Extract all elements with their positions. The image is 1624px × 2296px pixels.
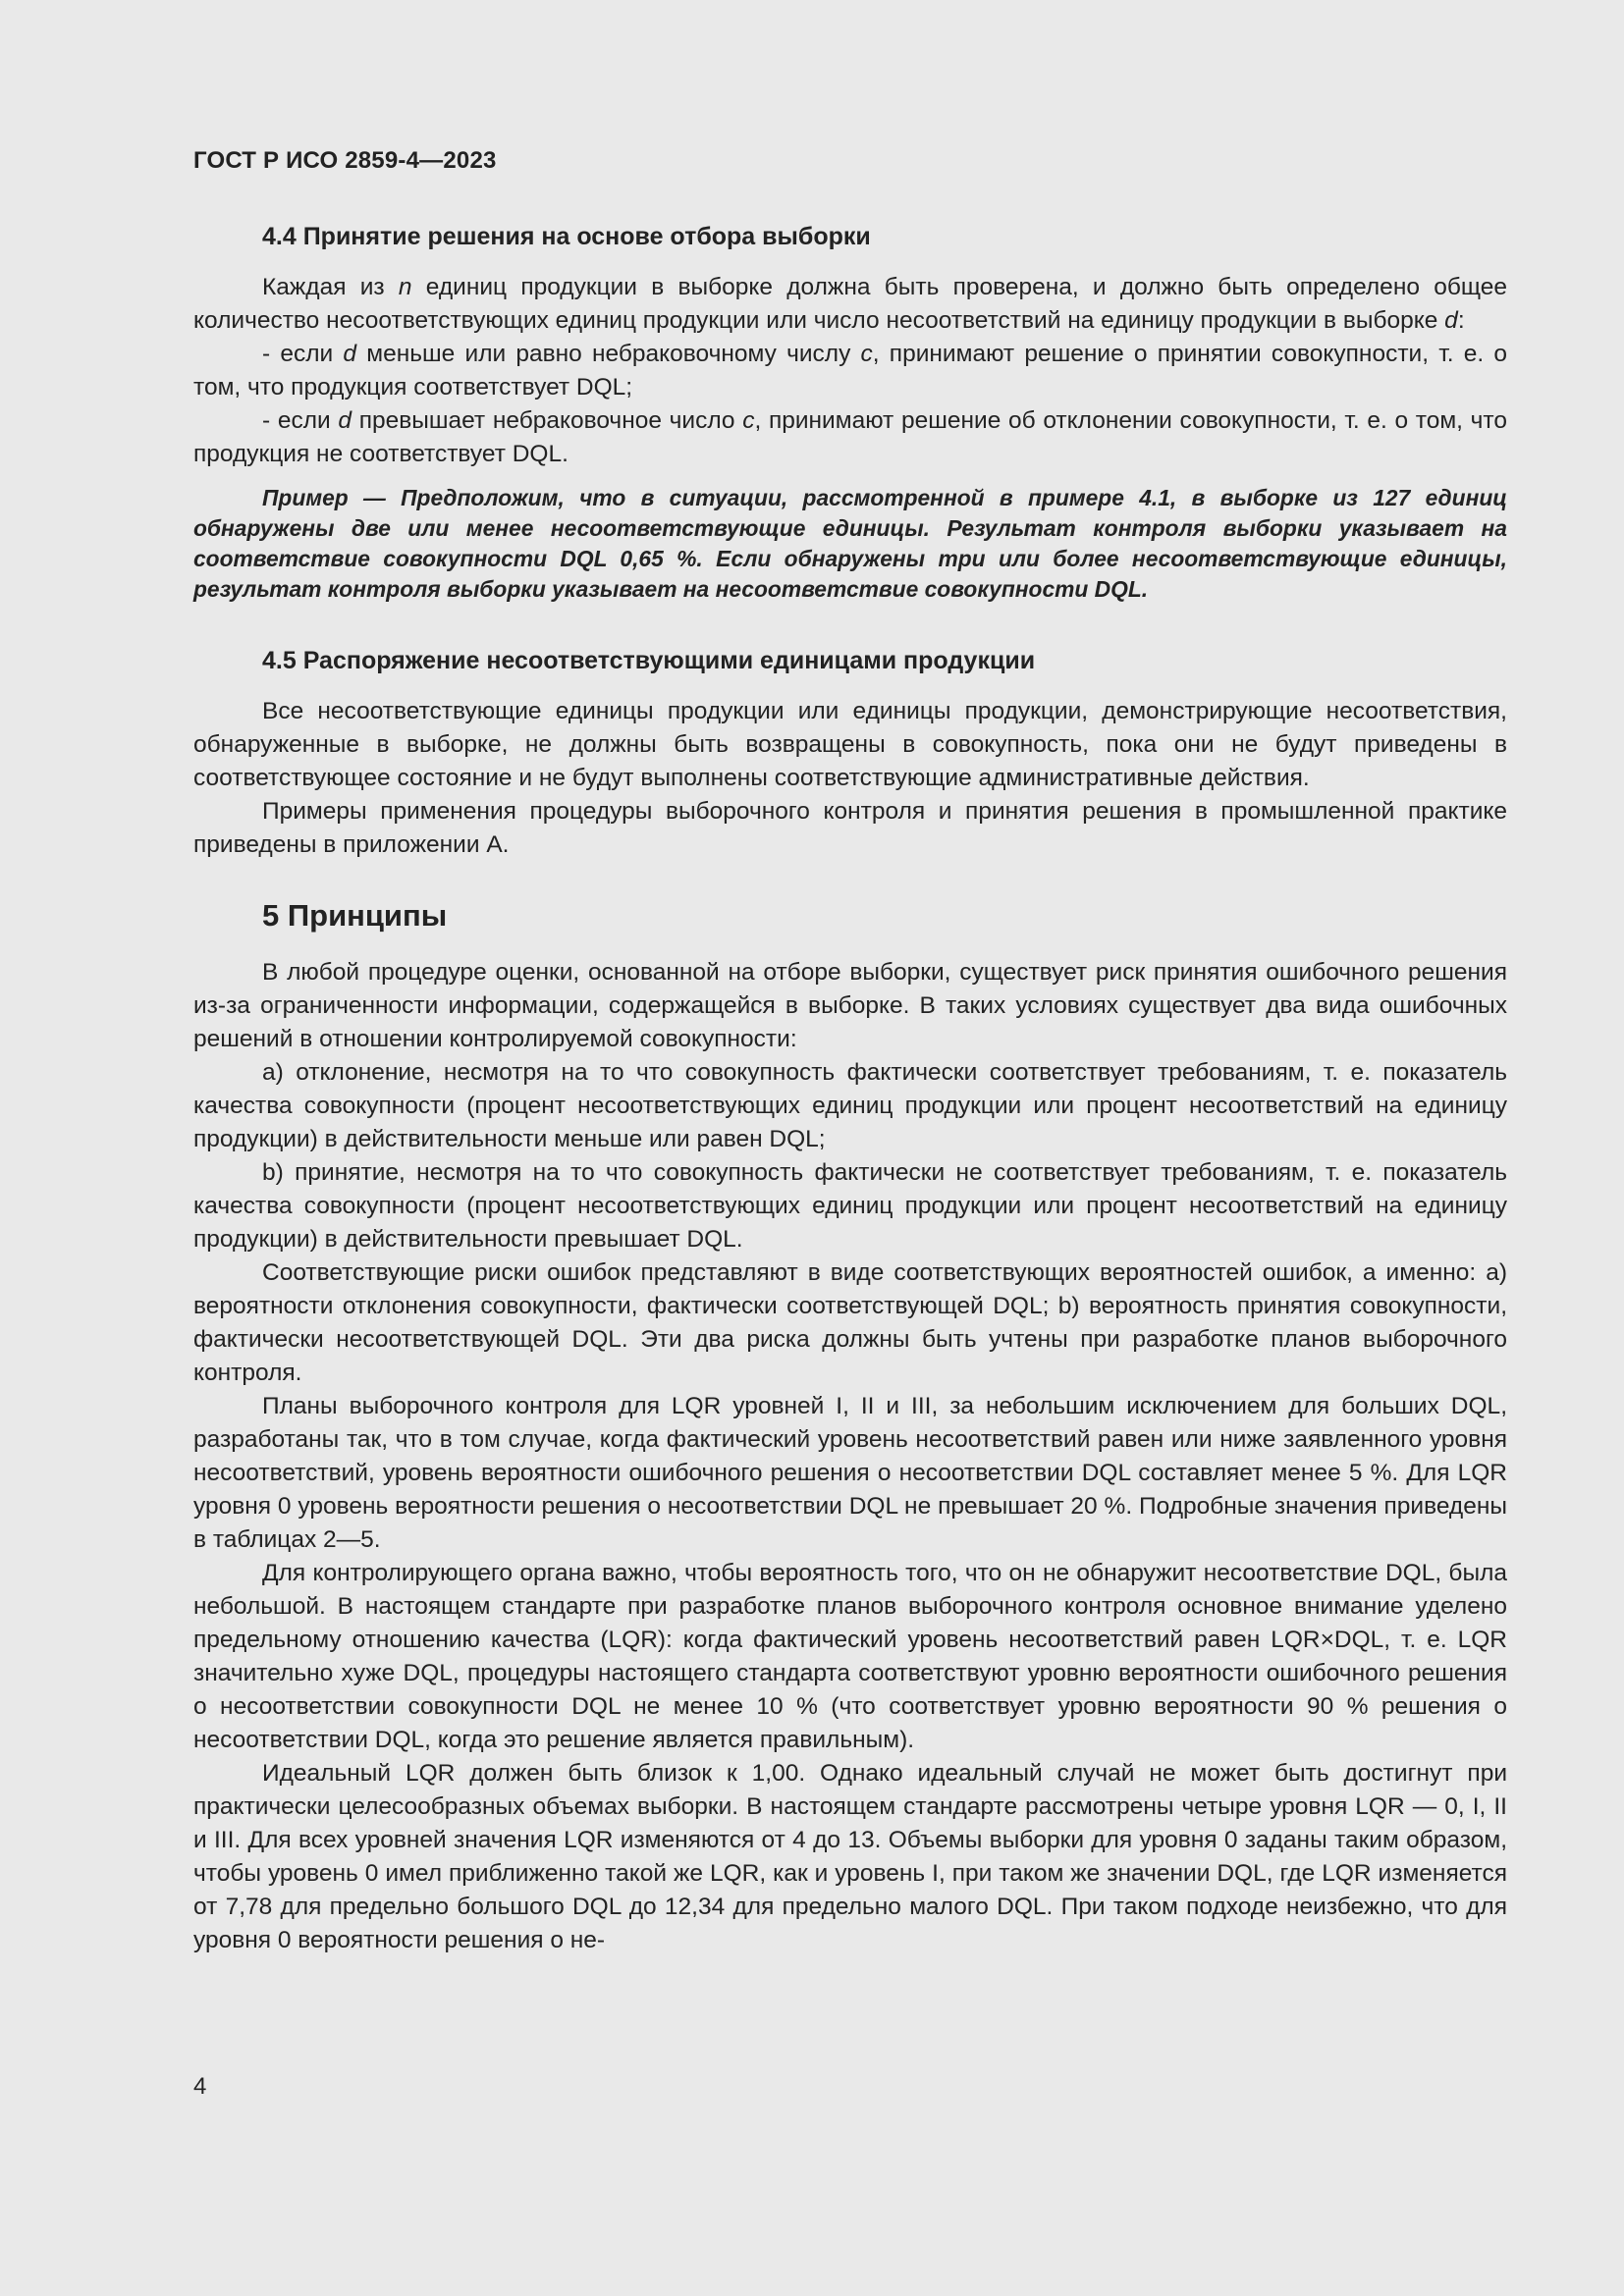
variable-d: d	[1444, 307, 1458, 334]
variable-n: n	[398, 274, 412, 300]
section-5-paragraph: Соответствующие риски ошибок представляют в виде соответствующих вероятностей ошибок, а именно: a) вероятности отклонения совокупности, фактически соответствующей DQL; b) вероятность принятия совокупности, фактически несоответствующей DQL. Эти два риска должны быть учтены при разработке планов выборочного контроля.	[193, 1259, 1507, 1386]
section-5-paragraph: a) отклонение, несмотря на то что совокупность фактически соответствует требованиям, т. е. показатель качества совокупности (процент несоответствующих единиц продукции или процент несоответствий на единицу продукции) в действительности меньше или равен DQL;	[193, 1059, 1507, 1152]
variable-c: c	[742, 407, 755, 434]
section-5-paragraph: В любой процедуре оценки, основанной на отборе выборки, существует риск принятия ошибочного решения из-за ограниченности информации, содержащейся в выборке. В таких условиях существует два вида ошибочных решений в отношении контролируемой совокупности:	[193, 959, 1507, 1052]
text-run: , принимают решение о принятии совокупности, т. е. о том, что продукция соответствует DQL;	[193, 341, 1507, 400]
section-4-5-paragraph-2: Примеры применения процедуры выборочного контроля и принятия решения в промышленной практике приведены в приложении А.	[193, 798, 1507, 858]
section-5-paragraph: b) принятие, несмотря на то что совокупность фактически не соответствует требованиям, т. е. показатель качества совокупности (процент несоответствующих единиц продукции или процент несоответствий на единицу продукции) в действительности превышает DQL.	[193, 1159, 1507, 1253]
section-4-5-heading: 4.5 Распоряжение несоответствующими единицами продукции	[262, 647, 1036, 674]
text-run: :	[1457, 307, 1465, 334]
section-5-paragraph: Планы выборочного контроля для LQR уровней I, II и III, за небольшим исключением для больших DQL, разработаны так, что в том случае, когда фактический уровень несоответствий равен или ниже заявленного уровня несоответствий, уровень вероятности ошибочного решения о несоответствии DQL составляет менее 5 %. Для LQR уровня 0 уровень вероятности решения о несоответствии DQL не превышает 20 %. Подробные значения приведены в таблицах 2—5.	[193, 1393, 1507, 1553]
section-4-4-list-item-1	[193, 338, 1507, 404]
variable-c: c	[860, 341, 873, 367]
variable-d: d	[343, 341, 357, 367]
variable-d: d	[338, 407, 352, 434]
section-4-4-heading: 4.4 Принятие решения на основе отбора выборки	[262, 223, 871, 250]
text-run: единиц продукции в выборке должна быть проверена, и должно быть определено общее количество несоответствующих единиц продукции или число несоответствий на единицу продукции в выборке	[193, 274, 1508, 334]
text-run: - если	[262, 407, 339, 434]
text-run: меньше или равно небраковочному числу	[356, 341, 861, 367]
section-4-4-paragraph-1	[193, 271, 1507, 338]
section-5-heading: 5 Принципы	[262, 898, 448, 933]
text-run: превышает небраковочное число	[352, 407, 743, 434]
text-run: - если	[262, 341, 344, 367]
page-content	[193, 220, 1507, 1957]
example-note: Пример — Предположим, что в ситуации, рассмотренной в примере 4.1, в выборке из 127 единиц обнаружены две или менее несоответствующие единицы. Результат контроля выборки указывает на соответствие совокупности DQL 0,65 %. Если обнаружены три или более несоответствующие единицы, результат контроля выборки указывает на несоответствие совокупности DQL.	[193, 485, 1507, 602]
section-4-4-list-item-2	[193, 404, 1507, 471]
text-run: , принимают решение об отклонении совокупности, т. е. о том, что продукция не соответствует DQL.	[193, 407, 1507, 467]
standard-code-header: ГОСТ Р ИСО 2859-4—2023	[193, 147, 497, 174]
text-run: Каждая из	[262, 274, 399, 300]
section-5-paragraph: Для контролирующего органа важно, чтобы вероятность того, что он не обнаружит несоответствие DQL, была небольшой. В настоящем стандарте при разработке планов выборочного контроля основное внимание уделено предельному отношению качества (LQR): когда фактический уровень несоответствий равен LQR×DQL, т. е. LQR значительно хуже DQL, процедуры настоящего стандарта соответствуют уровню вероятности ошибочного решения о несоответствии совокупности DQL не менее 10 % (что соответствует уровню вероятности 90 % решения о несоответствии DQL, когда это решение является правильным).	[193, 1560, 1507, 1753]
section-5-paragraph: Идеальный LQR должен быть близок к 1,00. Однако идеальный случай не может быть достигнут при практически целесообразных объемах выборки. В настоящем стандарте рассмотрены четыре уровня LQR — 0, I, II и III. Для всех уровней значения LQR изменяются от 4 до 13. Объемы выборки для уровня 0 заданы таким образом, чтобы уровень 0 имел приближенно такой же LQR, как и уровень I, при таком же значении DQL, где LQR изменяется от 7,78 для предельно большого DQL до 12,34 для предельно малого DQL. При таком подходе неизбежно, что для уровня 0 вероятности решения о не-	[193, 1760, 1507, 1953]
page-number: 4	[193, 2073, 207, 2100]
section-4-5-paragraph-1: Все несоответствующие единицы продукции или единицы продукции, демонстрирующие несоответствия, обнаруженные в выборке, не должны быть возвращены в совокупность, пока они не будут приведены в соответствующее состояние и не будут выполнены соответствующие административные действия.	[193, 698, 1507, 791]
